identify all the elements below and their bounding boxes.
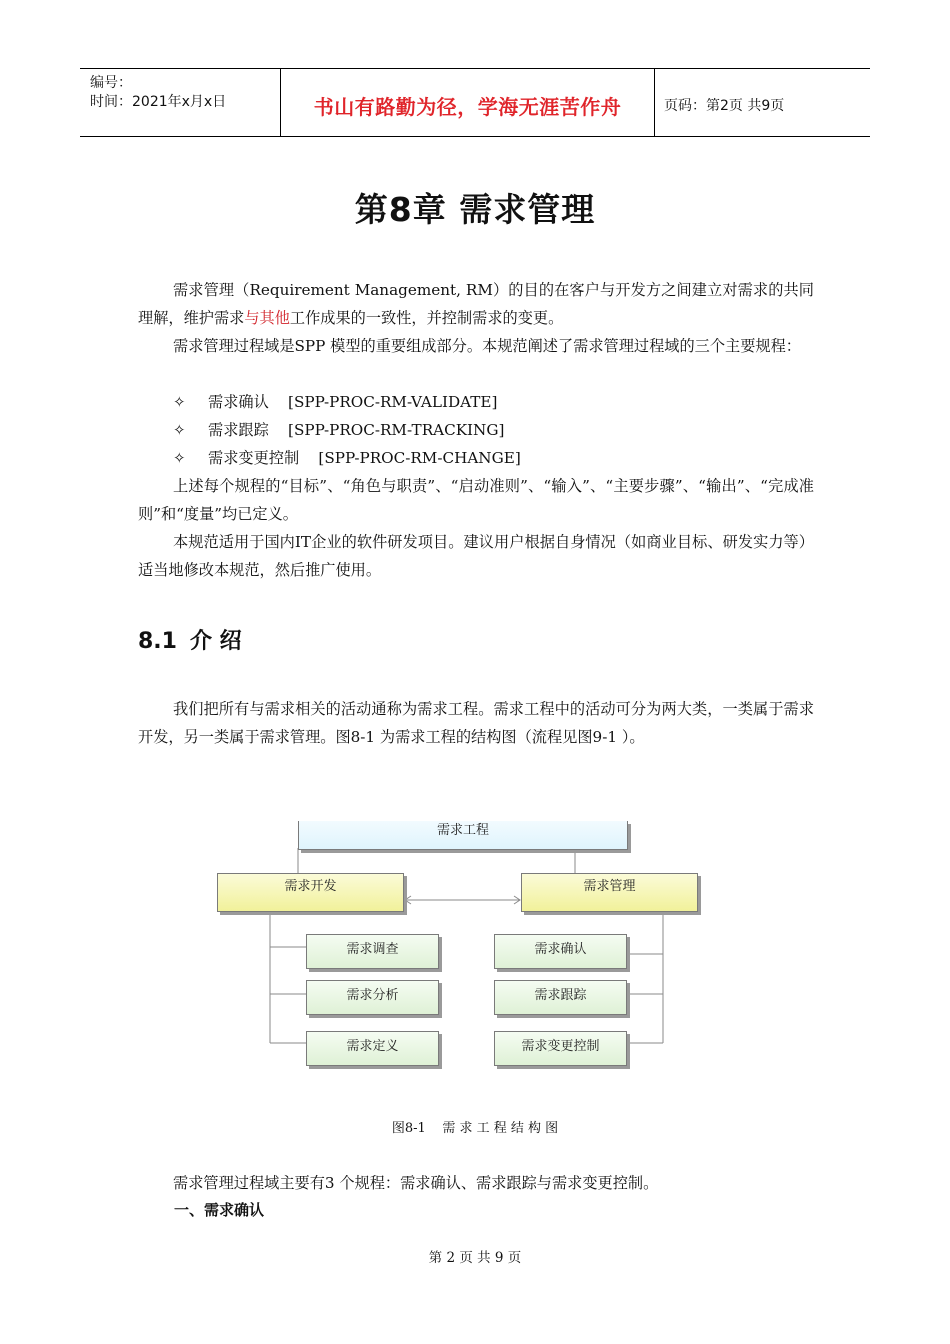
header-info-cell xyxy=(80,69,280,136)
bullet-text: 需求变更控制 [SPP-PROC-RM-CHANGE] xyxy=(208,449,521,467)
bullet-item xyxy=(173,416,504,444)
after-paragraph: 需求管理过程域主要有3 个规程：需求确认、需求跟踪与需求变更控制。 xyxy=(173,1174,659,1192)
diagram-node: 需求确认 xyxy=(494,934,627,969)
diagram-node: 需求变更控制 xyxy=(494,1031,627,1066)
bullet-text: 需求跟踪 [SPP-PROC-RM-TRACKING] xyxy=(208,421,505,439)
time-label: 时间：2021年x月x日 xyxy=(90,94,227,110)
header-page-cell xyxy=(654,69,870,136)
intro-paragraph-1 xyxy=(138,276,814,332)
page-footer: 第 2 页 共 9 页 xyxy=(428,1250,522,1266)
diamond-bullet-icon: ✧ xyxy=(173,421,186,439)
chapter-title: 第8章 需求管理 xyxy=(354,190,596,229)
intro-paragraph-2: 需求管理过程域是SPP 模型的重要组成部分。本规范阐述了需求管理过程域的三个主要规程： xyxy=(173,337,801,355)
intro-text-a: 需求管理（Requirement Management, RM）的目的在客户与开发方之间建立对需求的共同理解，维护需求 xyxy=(138,281,814,327)
diagram-node: 需求分析 xyxy=(306,980,439,1015)
motto: 书山有路勤为径，学海无涯苦作舟 xyxy=(313,95,622,119)
diamond-bullet-icon: ✧ xyxy=(173,449,186,467)
section-heading xyxy=(138,624,242,655)
intro-paragraph-3: 上述每个规程的“目标”、“角色与职责”、“启动准则”、“输入”、“主要步骤”、“输出”、“完成准则”和“度量”均已定义。 xyxy=(138,477,814,523)
section-paragraph: 我们把所有与需求相关的活动通称为需求工程。需求工程中的活动可分为两大类，一类属于需求开发，另一类属于需求管理。图8-1 为需求工程的结构图（流程见图9-1 ）。 xyxy=(138,700,814,746)
diagram-connectors xyxy=(210,818,710,1078)
intro-red-text: 与其他 xyxy=(244,309,290,327)
number-label: 编号： xyxy=(90,75,132,91)
intro-text-b: 工作成果的一致性，并控制需求的变更。 xyxy=(289,309,564,327)
section-title: 介 绍 xyxy=(190,629,242,654)
diagram-node-right: 需求管理 xyxy=(521,873,698,912)
intro-paragraph-4: 本规范适用于国内IT企业的软件研发项目。建议用户根据自身情况（如商业目标、研发实力等）适当地修改本规范，然后推广使用。 xyxy=(138,533,814,579)
page-label: 页码：第2页 共9页 xyxy=(664,98,785,114)
section-number: 8.1 xyxy=(138,629,177,654)
bullet-text: 需求确认 [SPP-PROC-RM-VALIDATE] xyxy=(208,393,498,411)
bullet-item xyxy=(173,444,521,472)
diagram-node: 需求定义 xyxy=(306,1031,439,1066)
page-header xyxy=(80,68,870,137)
subheading: 一、需求确认 xyxy=(174,1201,265,1219)
diagram-node: 需求跟踪 xyxy=(494,980,627,1015)
diamond-bullet-icon: ✧ xyxy=(173,393,186,411)
diagram-node-root: 需求工程 xyxy=(298,821,628,850)
diagram-node-left: 需求开发 xyxy=(217,873,404,912)
structure-diagram xyxy=(210,818,710,1078)
header-motto-cell xyxy=(280,69,655,136)
diagram-node: 需求调查 xyxy=(306,934,439,969)
figure-caption: 图8-1 需 求 工 程 结 构 图 xyxy=(391,1121,559,1136)
bullet-item xyxy=(173,388,497,416)
